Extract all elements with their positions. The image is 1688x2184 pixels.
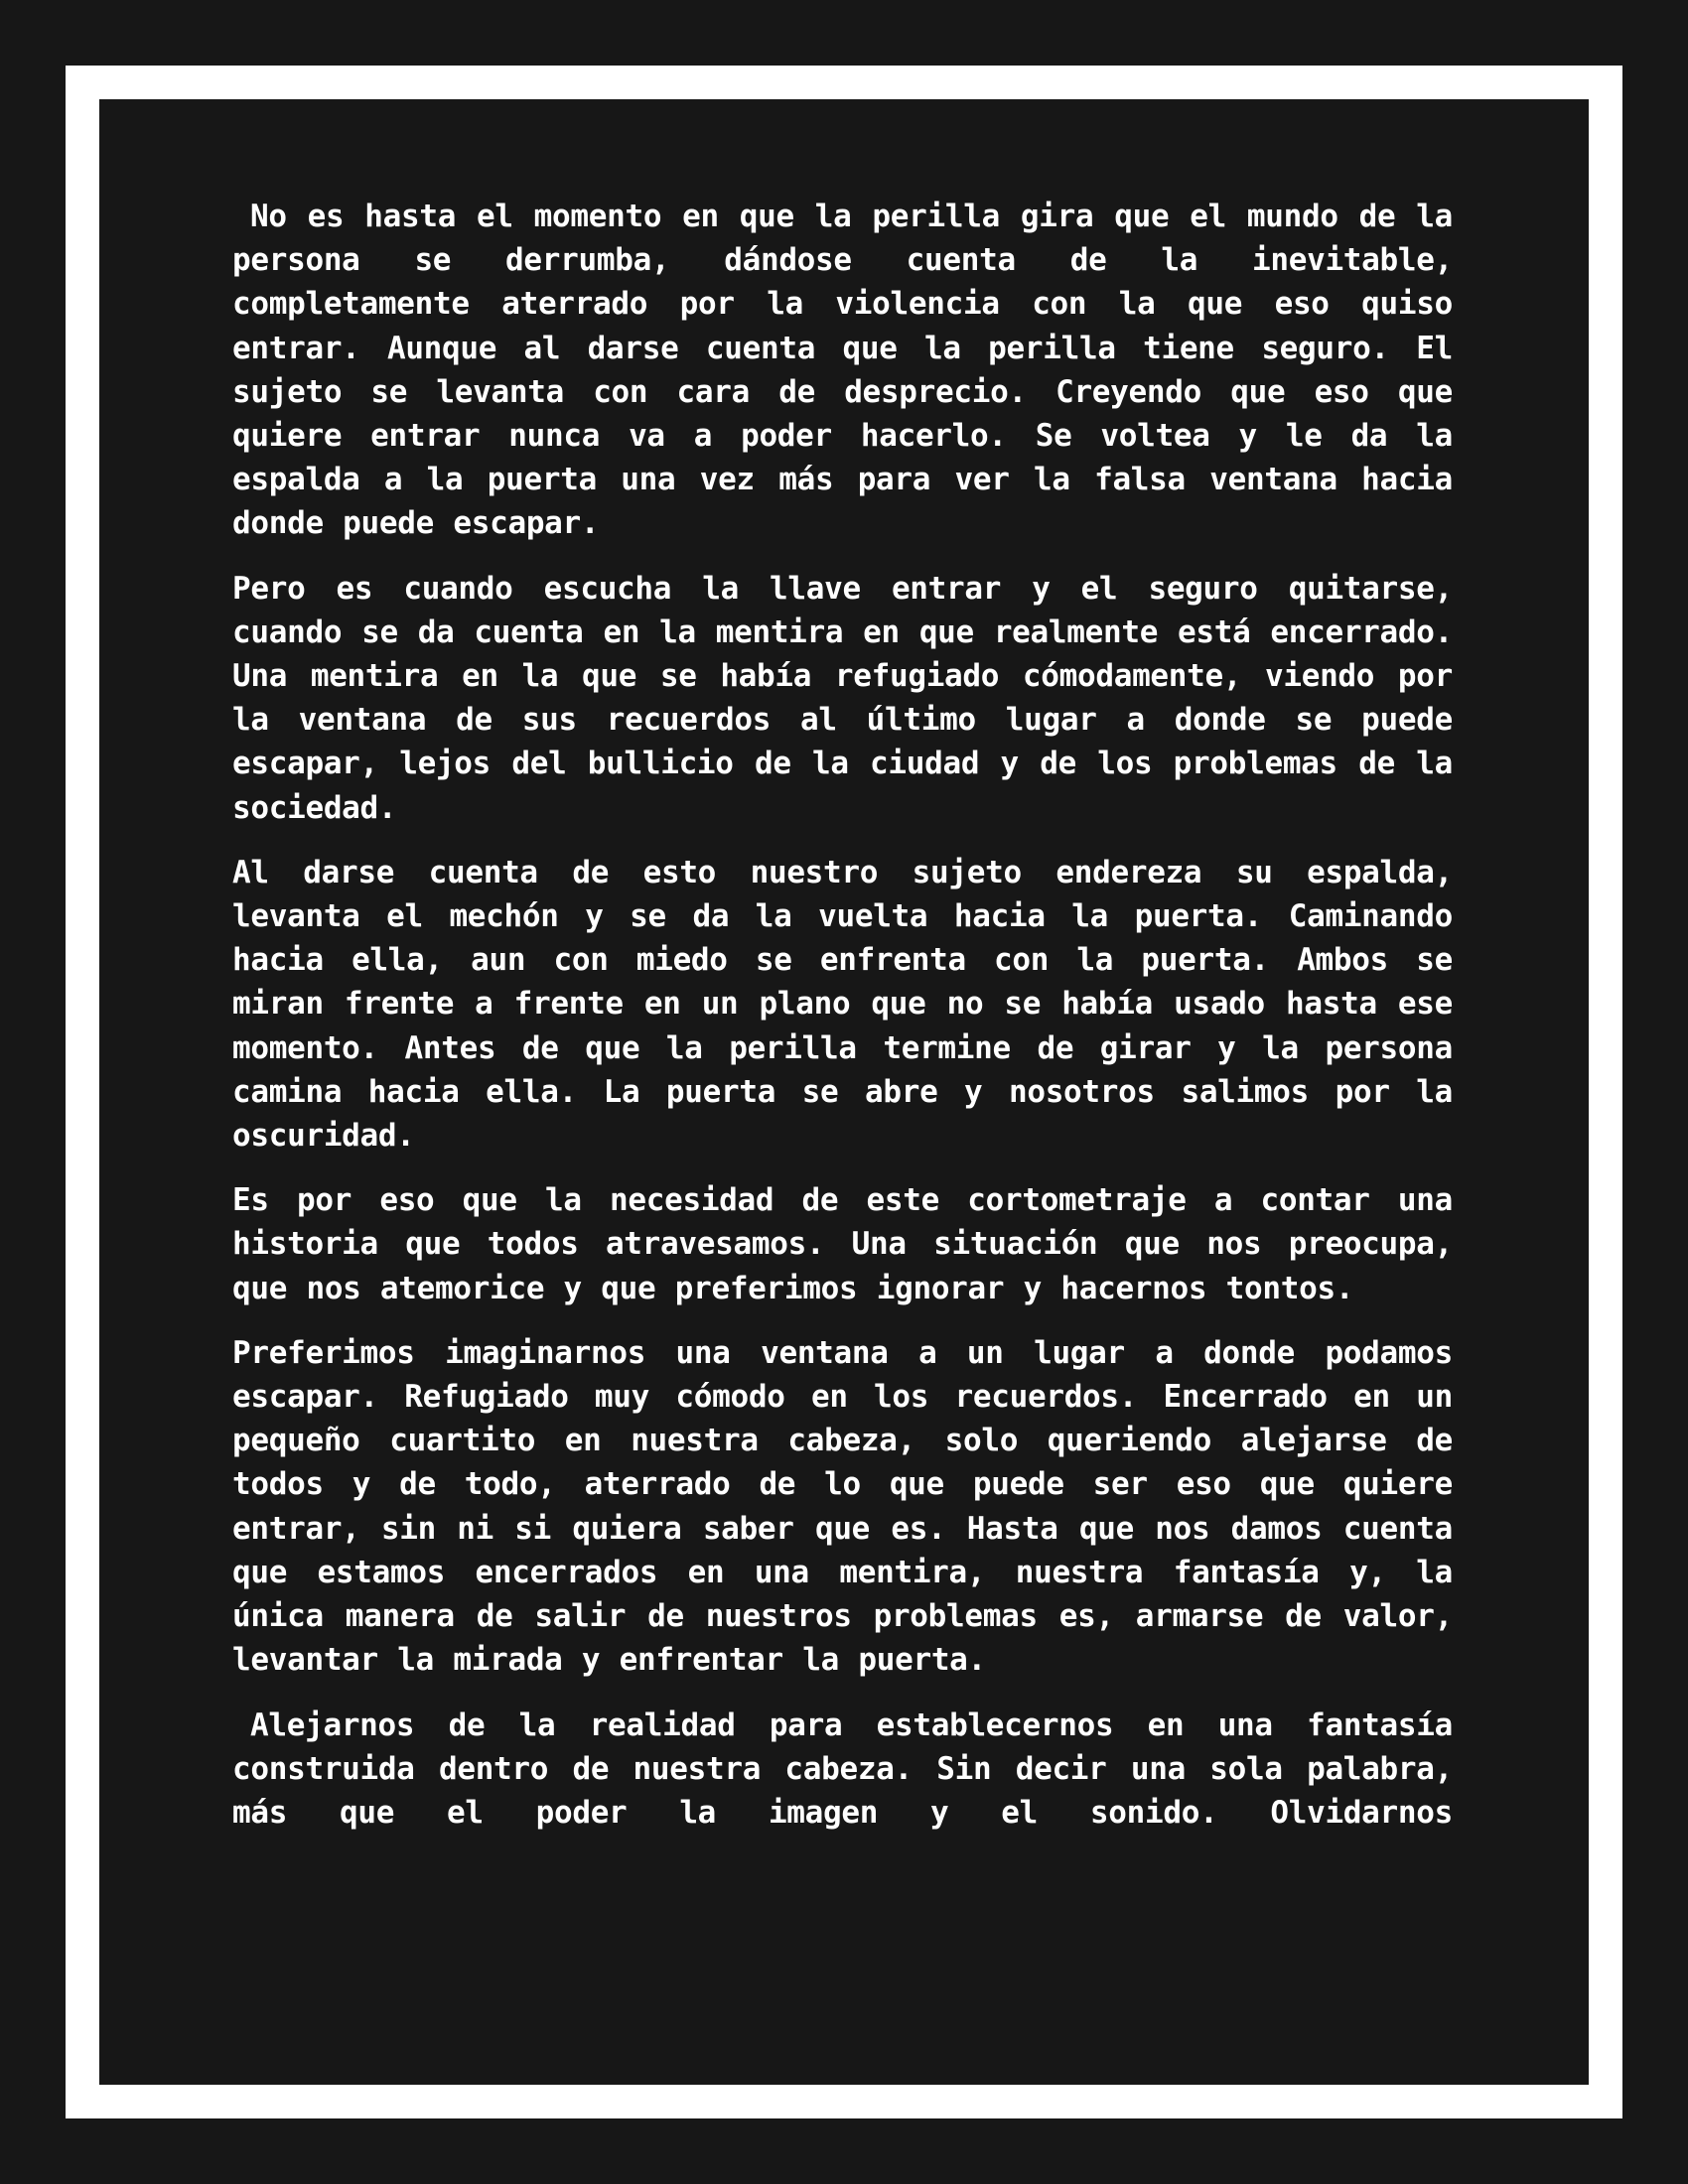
document-body	[232, 195, 1453, 1855]
paragraph-4: Es por eso que la necesidad de este cortometraje a contar una historia que todos atravesamos. Una situación que nos preocupa, que nos atemorice y que preferimos ignorar y hacernos tontos.	[232, 1182, 1453, 1306]
paragraph-2: Pero es cuando escucha la llave entrar y el seguro quitarse, cuando se da cuenta en la mentira en que realmente está encerrado. Una mentira en la que se había refugiado cómodamente, viendo por la ventana de sus recuerdos al último lugar a donde se puede escapar, lejos del bullicio de la ciudad y de los problemas de la sociedad.	[232, 570, 1453, 826]
paragraph-6: Alejarnos de la realidad para establecernos en una fantasía construida dentro de nuestra cabeza. Sin decir una sola palabra, más que el poder la imagen y el sonido. Olvidarnos	[232, 1706, 1453, 1831]
page-content-area	[99, 99, 1589, 2085]
paragraph-5: Preferimos imaginarnos una ventana a un lugar a donde podamos escapar. Refugiado muy cómodo en los recuerdos. Encerrado en un pequeño cuartito en nuestra cabeza, solo queriendo alejarse de todos y de todo, aterrado de lo que puede ser eso que quiere entrar, sin ni si quiera saber que es. Hasta que nos damos cuenta que estamos encerrados en una mentira, nuestra fantasía y, la única manera de salir de nuestros problemas es, armarse de valor, levantar la mirada y enfrentar la puerta.	[232, 1334, 1453, 1679]
paragraph-1: No es hasta el momento en que la perilla gira que el mundo de la persona se derrumba, dándose cuenta de la inevitable, completamente aterrado por la violencia con la que eso quiso entrar. Aunque al darse cuenta que la perilla tiene seguro. El sujeto se levanta con cara de desprecio. Creyendo que eso que quiere entrar nunca va a poder hacerlo. Se voltea y le da la espalda a la puerta una vez más para ver la falsa ventana hacia donde puede escapar.	[232, 199, 1453, 542]
paragraph-3: Al darse cuenta de esto nuestro sujeto endereza su espalda, levanta el mechón y se da la vuelta hacia la puerta. Caminando hacia ella, aun con miedo se enfrenta con la puerta. Ambos se miran frente a frente en un plano que no se había usado hasta ese momento. Antes de que la perilla termine de girar y la persona camina hacia ella. La puerta se abre y nosotros salimos por la oscuridad.	[232, 854, 1453, 1155]
page-frame-border	[66, 66, 1622, 2118]
